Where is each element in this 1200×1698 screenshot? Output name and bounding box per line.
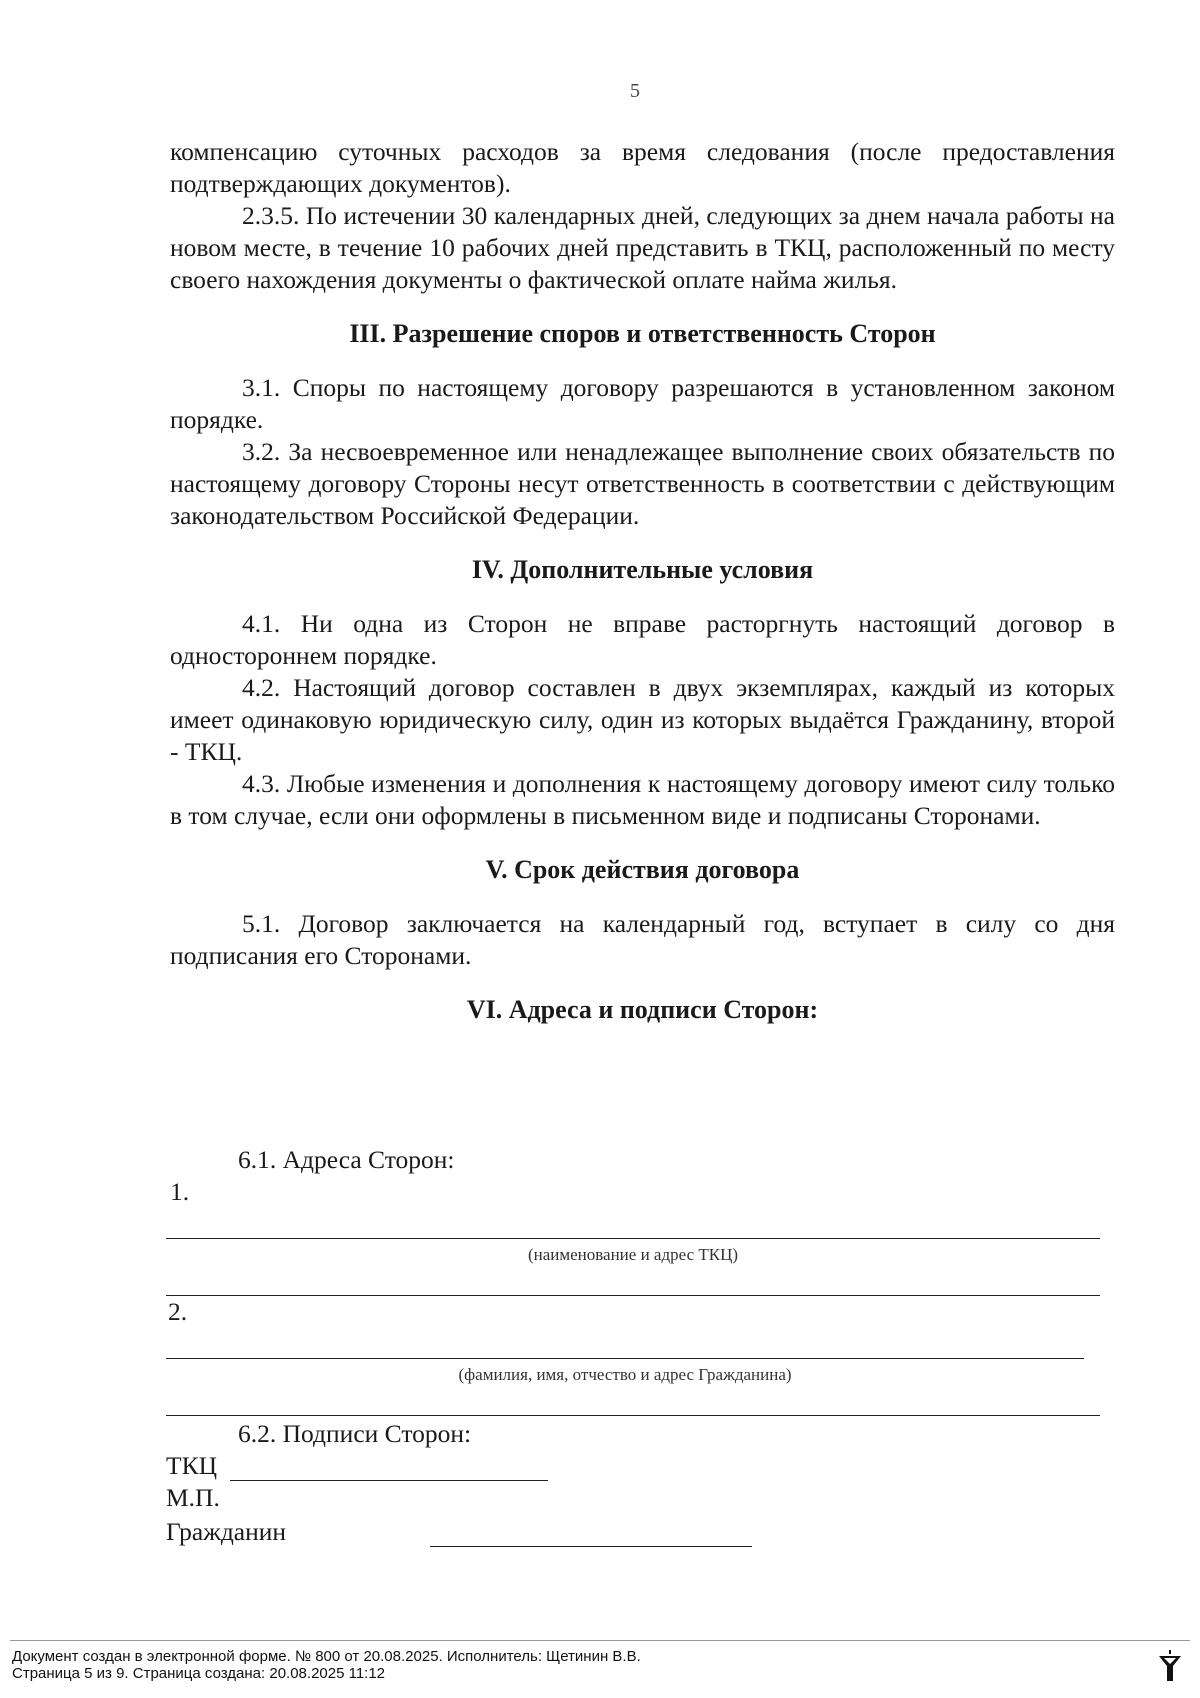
emblem-logo-icon — [1158, 1650, 1182, 1684]
address-1-blank-line-2[interactable] — [166, 1295, 1100, 1296]
document-body — [170, 136, 1115, 1026]
address-2-blank-line-2[interactable] — [166, 1415, 1100, 1416]
signatures-title: 6.2. Подписи Сторон: — [238, 1419, 472, 1448]
address-2-blank-line[interactable] — [166, 1358, 1084, 1359]
signature-citizen-label: Гражданин — [166, 1517, 287, 1546]
paragraph-continuation: компенсацию суточных расходов за время следования (после предоставления подтверждающих документов). — [170, 137, 1115, 198]
section-heading-4: IV. Дополнительные условия — [471, 555, 814, 584]
stamp-label: М.П. — [166, 1483, 220, 1512]
section-heading-3: III. Разрешение споров и ответственность Сторон — [349, 319, 936, 348]
section-heading-6: VI. Адреса и подписи Сторон: — [466, 995, 819, 1024]
paragraph-3-1: 3.1. Споры по настоящему договору разрешаются в установленном законом порядке. — [170, 373, 1115, 434]
paragraph-2-3-5: 2.3.5. По истечении 30 календарных дней, следующих за днем начала работы на новом месте, в течение 10 рабочих дней представить в ТКЦ, расположенный по месту своего нахождения документы о фактической оплате найма жилья. — [170, 201, 1115, 294]
page-number: 5 — [630, 80, 640, 102]
section-heading-5: V. Срок действия договора — [485, 855, 800, 884]
address-1-blank-line[interactable] — [166, 1238, 1100, 1239]
signature-tkc-line[interactable] — [230, 1480, 548, 1481]
paragraph-4-3: 4.3. Любые изменения и дополнения к настоящему договору имеют силу только в том случае, если они оформлены в письменном виде и подписаны Сторонами. — [170, 769, 1115, 830]
address-item-2-number: 2. — [168, 1297, 188, 1326]
signature-tkc-label: ТКЦ — [166, 1451, 217, 1480]
address-item-1-number: 1. — [170, 1177, 190, 1206]
footer-line-1: Документ создан в электронной форме. № 800 от 20.08.2025. Исполнитель: Щетинин В.В. — [12, 1648, 641, 1665]
footer-line-2: Страница 5 из 9. Страница создана: 20.08.2025 11:12 — [12, 1665, 386, 1682]
footer-info — [12, 1648, 641, 1682]
address-2-caption: (фамилия, имя, отчество и адрес Гражданина) — [458, 1365, 792, 1384]
paragraph-4-1: 4.1. Ни одна из Сторон не вправе расторгнуть настоящий договор в одностороннем порядке. — [170, 609, 1115, 670]
addresses-title: 6.1. Адреса Сторон: — [238, 1145, 455, 1174]
paragraph-4-2: 4.2. Настоящий договор составлен в двух экземплярах, каждый из которых имеет одинаковую юридическую силу, один из которых выдаётся Гражданину, второй - ТКЦ. — [170, 673, 1115, 766]
footer-divider — [10, 1640, 1190, 1641]
signature-citizen-line[interactable] — [430, 1546, 752, 1547]
paragraph-5-1: 5.1. Договор заключается на календарный год, вступает в силу со дня подписания его Сторонами. — [170, 909, 1115, 970]
address-1-caption: (наименование и адрес ТКЦ) — [527, 1245, 739, 1264]
paragraph-3-2: 3.2. За несвоевременное или ненадлежащее выполнение своих обязательств по настоящему договору Стороны несут ответственность в соответствии с действующим законодательством Российской Федерации. — [170, 437, 1115, 530]
